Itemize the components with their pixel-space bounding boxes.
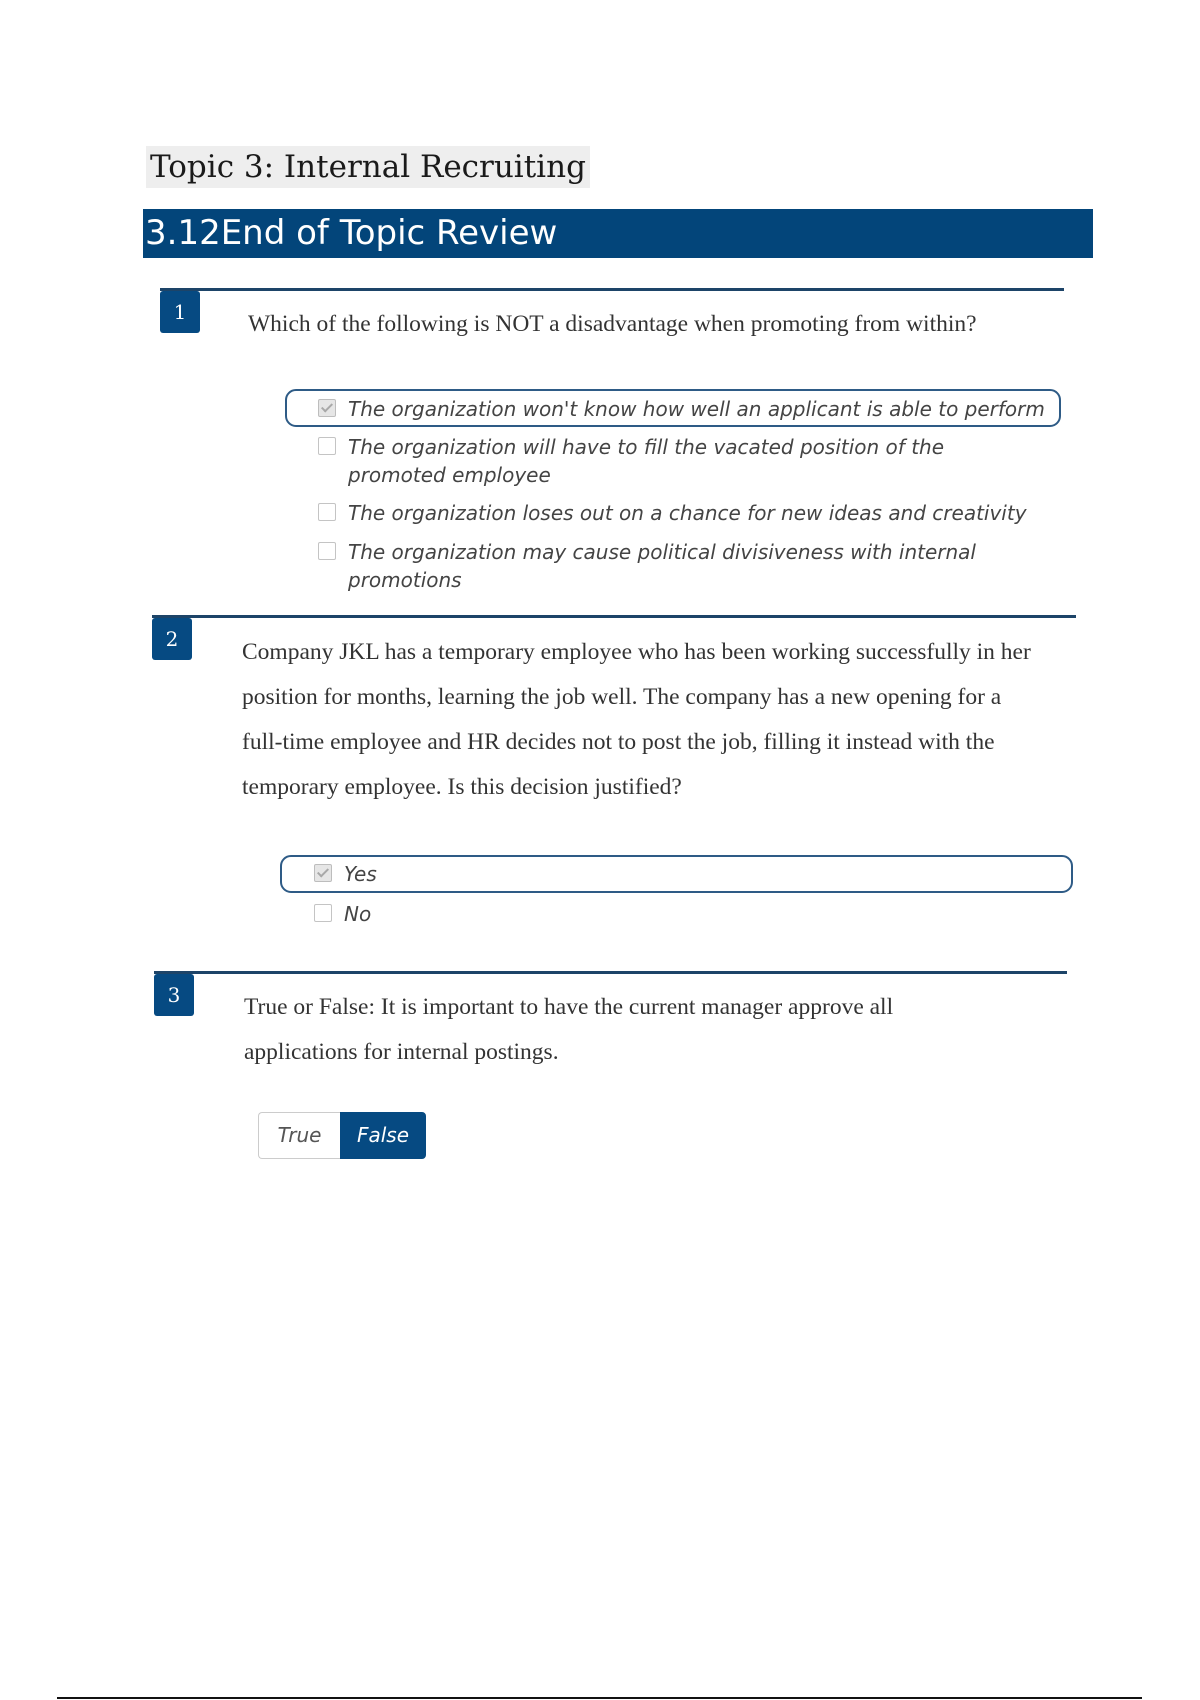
question-1-option-3[interactable] — [318, 499, 1058, 527]
question-3-badge: 3 — [154, 974, 194, 1016]
question-3-text: True or False: It is important to have the current manager approve all applications for internal postings. — [244, 994, 894, 1065]
checkbox[interactable] — [314, 864, 332, 882]
section-banner: 3.12End of Topic Review — [143, 209, 1093, 258]
true-false-toggle — [258, 1112, 426, 1159]
question-1-option-2[interactable] — [318, 433, 1018, 489]
checkbox[interactable] — [318, 437, 336, 455]
question-1-text: Which of the following is NOT a disadvantage when promoting from within? — [248, 311, 977, 337]
option-label: No — [344, 902, 372, 926]
option-label: The organization won't know how well an applicant is able to perform — [348, 397, 1045, 421]
question-2-badge: 2 — [152, 618, 192, 660]
checkbox[interactable] — [318, 542, 336, 560]
option-label: Yes — [344, 862, 377, 886]
false-button[interactable]: False — [340, 1112, 426, 1159]
question-1-option-4[interactable] — [318, 538, 1078, 594]
checkbox[interactable] — [318, 399, 336, 417]
true-button[interactable]: True — [258, 1112, 340, 1159]
option-label: The organization will have to fill the vacated position of the promoted employee — [348, 435, 945, 487]
topic-title: Topic 3: Internal Recruiting — [146, 146, 590, 188]
checkbox[interactable] — [318, 503, 336, 521]
question-1-rule — [160, 288, 1064, 291]
question-2-text: Company JKL has a temporary employee who has been working successfully in her position for months, learning the job well. The company has a new opening for a full-time employee and HR decides not to post the job, filling it instead with the temporary employee. Is this decision justified? — [242, 639, 1031, 800]
question-2-option-yes[interactable] — [314, 860, 1014, 888]
question-2-rule — [152, 615, 1076, 618]
question-2-option-no[interactable] — [314, 900, 1014, 928]
option-label: The organization may cause political divisiveness with internal promotions — [348, 540, 976, 592]
question-1-badge: 1 — [160, 291, 200, 333]
option-label: The organization loses out on a chance for new ideas and creativity — [348, 501, 1027, 525]
question-3-rule — [154, 971, 1067, 974]
question-1-option-1[interactable] — [318, 395, 1058, 423]
checkbox[interactable] — [314, 904, 332, 922]
page-bottom-rule — [57, 1697, 1142, 1699]
